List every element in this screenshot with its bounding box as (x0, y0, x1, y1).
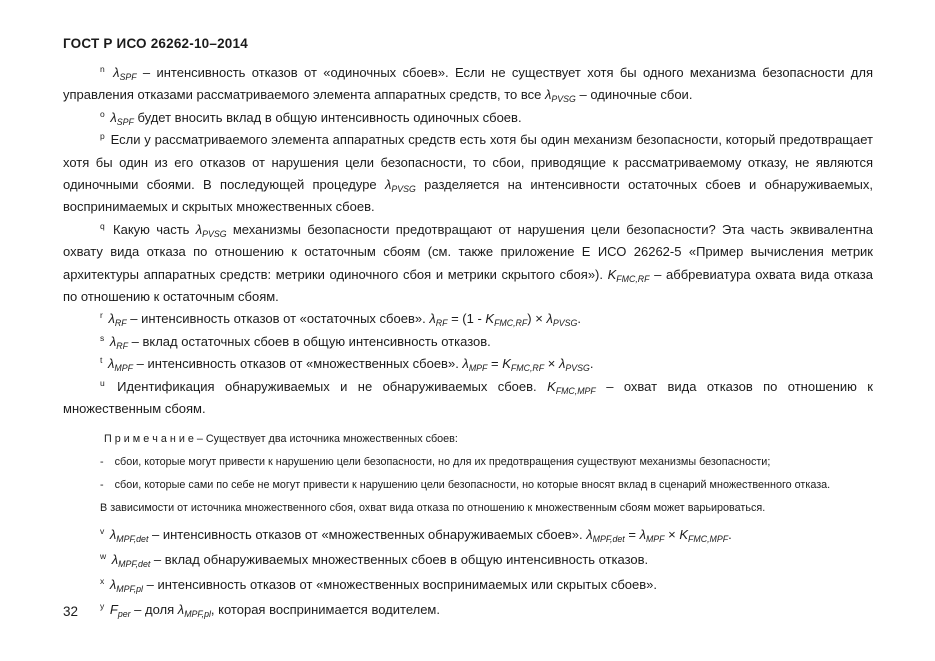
paragraph: $^s$ $\lambda_{RF}$ – вклад остаточных сбоев в общую интенсивность отказов. (100, 332, 491, 351)
list-dash: - (100, 455, 104, 468)
footnote-marker: x (100, 575, 105, 586)
math-symbol: $\lambda_{MPF,pl}$ (177, 601, 211, 619)
math-symbol: $\lambda_{MPF,pl}$ (109, 576, 144, 594)
footnote-marker: t (100, 355, 103, 366)
math-symbol: $\lambda_{MPF,det}$ (586, 526, 625, 544)
footnote-marker: q (100, 220, 105, 231)
footnote-marker: s (100, 332, 105, 343)
math-symbol: $\lambda_{PVSG}$ (384, 177, 416, 195)
math-symbol: $\lambda_{PVSG}$ (546, 311, 578, 329)
math-symbol: $\lambda_{MPF,det}$ (111, 551, 151, 569)
math-symbol: $\lambda_{MPF}$ (462, 356, 488, 374)
document-body (63, 62, 873, 622)
note-paragraph: - сбои, которые могут привести к нарушению цели безопасности, но для их предотвращения существуют механизмы безопасности; (100, 455, 771, 468)
list-dash: - (100, 478, 104, 491)
paragraph: $^y$ $F_{per}$ – доля $\lambda_{MPF,pl}$, которая воспринимается водителем. (100, 600, 440, 619)
paragraph: $^v$ $\lambda_{MPF,det}$ – интенсивность отказов от «множественных обнаруживаемых сбоев». $\lambda_{MPF,det} = \lambda_{MPF} \times K_{FMC,MPF}$. (100, 525, 732, 544)
footnote-marker: u (100, 377, 105, 388)
math-symbol: $K_{FMC,MPF}$ (547, 378, 596, 396)
footnote-marker: y (100, 600, 105, 611)
paragraph: $^q$ Какую часть $\lambda_{PVSG}$ механизмы безопасности предотвращают от нарушения цели безопасности? Эта часть эквивалентна охвату вида отказа по отношению к остаточным сбоям (см. также приложение Е ИСО 26262-5 «Пример вычисления метрик архитектуры аппаратных средств: метрики одиночного сбоя и метрики скрытого сбоя»). $K_{FMC,RF}$ – аббревиатура охвата вида отказа по отношению к остаточным сбоям. (63, 220, 873, 305)
footnote-marker: v (100, 525, 105, 536)
paragraph: $^x$ $\lambda_{MPF,pl}$ – интенсивность отказов от «множественных воспринимаемых или скрытых сбоев». (100, 575, 657, 594)
note-paragraph: В зависимости от источника множественного сбоя, охват вида отказа по отношению к множественным сбоям может варьироваться. (100, 501, 766, 514)
note-paragraph: - сбои, которые сами по себе не могут привести к нарушению цели безопасности, но которые вносят вклад в сценарий множественного отказа. (100, 478, 831, 491)
math-symbol: $K_{FMC,RF}$ (502, 356, 545, 374)
math-symbol: $\lambda_{RF}$ (108, 311, 127, 329)
footnote-marker: r (100, 310, 103, 321)
footnote-marker: n (100, 64, 105, 74)
math-symbol: $\lambda_{PVSG}$ (195, 221, 227, 239)
math-symbol: $\lambda_{RF}$ (109, 333, 129, 351)
math-symbol: $F_{per}$ (109, 601, 131, 619)
paragraph: $^p$ Если у рассматриваемого элемента аппаратных средств есть хотя бы один механизм безопасности, который предотвращает хотя бы один из его отказов от нарушения цели безопасности, то сбои, приводящие к рассматриваемому отказу, не являются одиночными сбоями. В последующей процедуре $\lambda_{PVSG}$ разделяется на интенсивности остаточных сбоев и обнаруживаемых, воспринимаемых и скрытых множественных сбоев. (63, 131, 873, 215)
math-symbol: $K_{FMC,RF}$ (485, 311, 528, 329)
math-symbol: $K_{FMC,RF}$ (607, 266, 650, 284)
math-symbol: $\lambda_{RF}$ (429, 311, 448, 329)
footnote-marker: w (100, 550, 107, 561)
document-header-title: ГОСТ Р ИСО 26262-10–2014 (63, 36, 248, 51)
paragraph: $^n$ $\lambda_{SPF}$ – интенсивность отказов от «одиночных сбоев». Если не существует хотя бы одного механизма безопасности для управления отказами рассматриваемого элемента аппаратных средств, то все $\lambda_{PVSG}$ – одиночные сбои. (63, 64, 873, 105)
math-symbol: $\lambda_{MPF}$ (108, 356, 133, 374)
footnote-marker: p (100, 131, 105, 142)
math-symbol: $\lambda_{SPF}$ (113, 65, 137, 82)
footnote-marker: o (100, 108, 105, 119)
math-symbol: $K_{FMC,MPF}$ (679, 526, 729, 544)
paragraph: $^u$ Идентификация обнаруживаемых и не обнаруживаемых сбоев. $K_{FMC,MPF}$ – охват вида отказов по отношению к множественным сбоям. (63, 377, 873, 417)
paragraph: $^o$ $\lambda_{SPF}$ будет вносить вклад в общую интенсивность одиночных сбоев. (100, 108, 522, 127)
note-paragraph: П р и м е ч а н и е – Существует два источника множественных сбоев: (104, 432, 458, 445)
math-symbol: $\lambda_{PVSG}$ (545, 87, 576, 105)
math-symbol: $\lambda_{SPF}$ (110, 109, 134, 127)
math-symbol: $\lambda_{PVSG}$ (558, 356, 590, 374)
page-number: 32 (63, 604, 79, 619)
math-symbol: $\lambda_{MPF,det}$ (109, 526, 149, 544)
paragraph: $^w$ $\lambda_{MPF,det}$ – вклад обнаруживаемых множественных сбоев в общую интенсивность отказов. (100, 550, 649, 569)
math-symbol: $\lambda_{MPF}$ (639, 526, 665, 544)
paragraph: $^t$ $\lambda_{MPF}$ – интенсивность отказов от «множественных сбоев». $\lambda_{MPF} = K_{FMC,RF} \times \lambda_{PVSG}$. (100, 355, 594, 374)
paragraph: $^r$ $\lambda_{RF}$ – интенсивность отказов от «остаточных сбоев». $\lambda_{RF} = (1 - K_{FMC,RF}) \times \lambda_{PVSG}$. (100, 310, 581, 329)
